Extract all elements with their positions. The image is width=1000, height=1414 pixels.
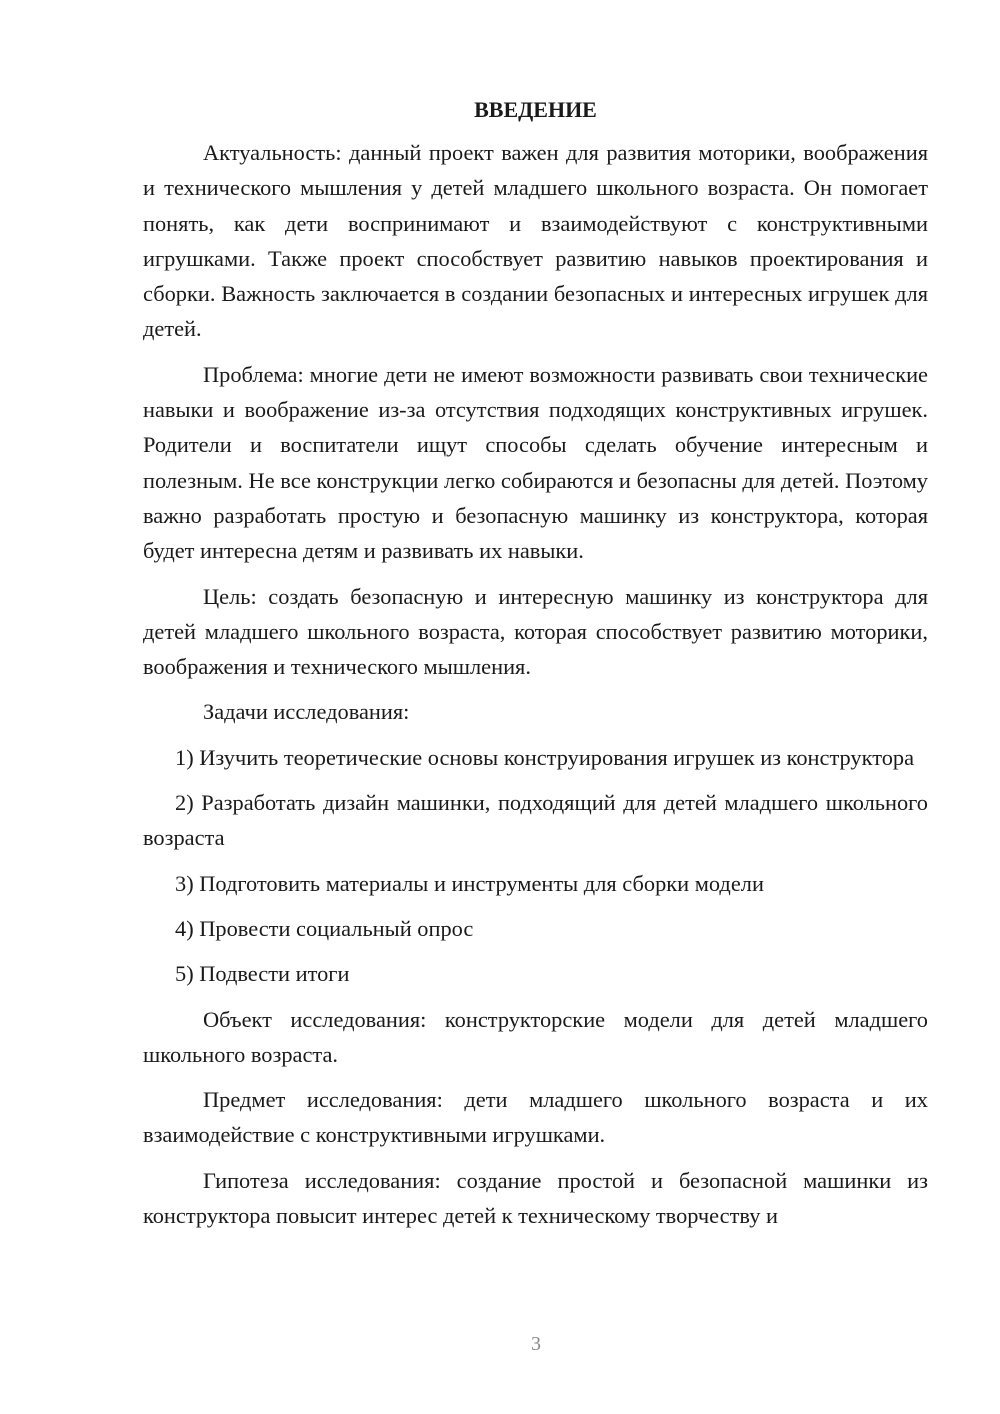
document-page [143,92,928,1243]
tasks-label: Задачи исследования: [203,699,410,725]
goal-paragraph: Цель: создать безопасную и интересную машинку из конструктора для детей младшего школьного возраста, которая способствует развитию моторики, воображения и технического мышления. [143,583,928,680]
task-item: 3) Подготовить материалы и инструменты для сборки модели [175,870,764,896]
tasks-list [143,740,928,992]
object-paragraph: Объект исследования: конструкторские модели для детей младшего школьного возраста. [143,1006,928,1067]
task-item: 1) Изучить теоретические основы конструирования игрушек из конструктора [175,744,915,770]
hypothesis-paragraph: Гипотеза исследования: создание простой и безопасной машинки из конструктора повысит интерес детей к техническому творчеству и [143,1167,928,1229]
task-item: 5) Подвести итоги [175,961,350,987]
problem-paragraph: Проблема: многие дети не имеют возможности развивать свои технические навыки и воображение из-за отсутствия подходящих конструктивных игрушек. Родители и воспитатели ищут способы сделать обучение интересным и полезным. Не все конструкции легко собираются и безопасны для детей. Поэтому важно разработать простую и безопасную машинку из конструктора, которая будет интересна детям и развивать их навыки. [143,361,928,564]
page-number: 3 [531,1333,541,1355]
task-item: 2) Разработать дизайн машинки, подходящий для детей младшего школьного возраста [143,790,928,851]
relevance-paragraph: Актуальность: данный проект важен для развития моторики, воображения и технического мышления у детей младшего школьного возраста. Он помогает понять, как дети воспринимают и взаимодействуют с конструктивными игрушками. Также проект способствует развитию навыков проектирования и сборки. Важность заключается в создании безопасных и интересных игрушек для детей. [143,140,928,342]
task-item: 4) Провести социальный опрос [175,915,474,941]
subject-paragraph: Предмет исследования: дети младшего школьного возраста и их взаимодействие с конструктивными игрушками. [143,1087,928,1148]
section-heading: ВВЕДЕНИЕ [474,97,597,122]
